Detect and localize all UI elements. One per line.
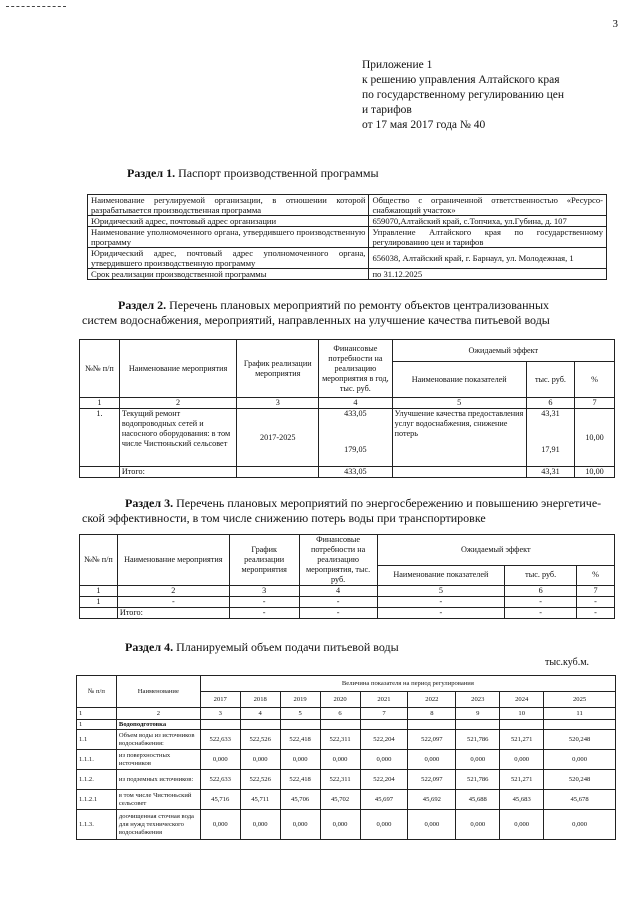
passport-value: Общество с ограниченной ответственностью «Ресурсо-снабжающий участок»: [369, 195, 607, 216]
col-number: 2: [116, 708, 200, 720]
value-cell: 45,706: [280, 790, 320, 810]
row-num: 1: [80, 597, 118, 608]
measure-name: Текущий ремонт водопроводных сетей и насосного оборудования: в том числе Чистюньский сельсовет: [119, 409, 236, 467]
col-number: 7: [577, 586, 615, 597]
year-header: 2018: [240, 692, 280, 708]
col-header-finance: Финансовые потребности на реализацию мероприятия в год, тыс. руб.: [319, 340, 392, 398]
passport-label: Наименование регулируемой организации, в отношении которой разрабатывается производственная программа: [88, 195, 369, 216]
value-cell: 522,311: [320, 730, 360, 750]
row-num: 1.1.3.: [77, 810, 117, 840]
col-number: 1: [80, 586, 118, 597]
value-cell: 522,418: [280, 730, 320, 750]
row-num: 1: [77, 720, 117, 730]
section3-title-text: Перечень плановых мероприятий по энергосбережению и повышению энергетиче-: [173, 496, 602, 510]
value-cell: 522,526: [240, 770, 280, 790]
year-header: 2019: [280, 692, 320, 708]
table-row: [88, 248, 607, 269]
row-num: 1.1.1.: [77, 750, 117, 770]
section1-title: [127, 166, 379, 181]
value-cell: 0,000: [408, 810, 456, 840]
col-number: 3: [229, 586, 299, 597]
col-number: 1: [80, 398, 120, 409]
value-cell: 522,204: [360, 730, 408, 750]
table-row: [77, 730, 616, 750]
cell-dash: -: [505, 597, 577, 608]
passport-value: по 31.12.2025: [369, 269, 607, 280]
cell-dash: -: [505, 608, 577, 619]
value-cell: 45,683: [500, 790, 544, 810]
value-cell: 0,000: [320, 810, 360, 840]
value-cell: 45,711: [240, 790, 280, 810]
col-number: 6: [505, 586, 577, 597]
cell-dash: -: [117, 597, 229, 608]
column-number-row: [77, 708, 616, 720]
appendix-line: от 17 мая 2017 года № 40: [362, 119, 486, 131]
value-cell: 522,633: [200, 770, 240, 790]
row-name: доочищенная сточная вода для нужд технического водоснабжения: [116, 810, 200, 840]
col-number: 4: [240, 708, 280, 720]
table-row: [77, 790, 616, 810]
cell-dash: -: [377, 608, 505, 619]
value-cell: 521,271: [500, 770, 544, 790]
table-row: [88, 195, 607, 216]
col-number: 6: [526, 398, 574, 409]
table-row: [80, 597, 615, 608]
col-header-num: №№ п/п: [80, 340, 120, 398]
section3-title: [125, 496, 601, 511]
value-cell: 45,688: [456, 790, 500, 810]
table-row: [88, 216, 607, 227]
appendix-line: и тарифов: [362, 104, 412, 116]
col-number: 5: [392, 398, 526, 409]
col-number: 5: [280, 708, 320, 720]
section4-title-text: Планируемый объем подачи питьевой воды: [173, 640, 399, 654]
value-cell: 0,000: [360, 810, 408, 840]
col-header-effect: Ожидаемый эффект: [392, 340, 614, 362]
section3-title-line2: ской эффективности, в том числе снижению потерь воды при транспортировке: [82, 511, 486, 525]
section1-title-text: Паспорт производственной программы: [175, 166, 379, 180]
row-name: в том числе Чистюньский сельсовет: [116, 790, 200, 810]
col-number: 5: [377, 586, 505, 597]
cell-dash: -: [229, 597, 299, 608]
value-cell: 0,000: [500, 810, 544, 840]
value-cell: 0,000: [240, 810, 280, 840]
value-cell: 0,000: [280, 750, 320, 770]
col-header-pct: %: [575, 362, 615, 398]
appendix-line: Приложение 1: [362, 59, 433, 71]
value-cell: 521,786: [456, 730, 500, 750]
passport-value: Управление Алтайского края по государственному регулированию цен и тарифов: [369, 227, 607, 248]
measure-schedule: 2017-2025: [237, 409, 319, 467]
year-header: 2023: [456, 692, 500, 708]
cell-dash: -: [229, 608, 299, 619]
value-cell: 0,000: [240, 750, 280, 770]
rub-total: 43,31: [541, 409, 560, 418]
table-row: [80, 409, 615, 467]
value-cell: 0,000: [360, 750, 408, 770]
col-number: 6: [320, 708, 360, 720]
column-number-row: [80, 398, 615, 409]
value-cell: 0,000: [456, 810, 500, 840]
col-number: 3: [200, 708, 240, 720]
col-header-rub: тыс. руб.: [526, 362, 574, 398]
cell-dash: -: [377, 597, 505, 608]
scan-edge-mark: [6, 6, 66, 7]
appendix-header: [362, 58, 624, 133]
value-cell: 522,311: [320, 770, 360, 790]
year-header: 2024: [500, 692, 544, 708]
year-header: 2020: [320, 692, 360, 708]
col-header-finance: Финансовые потребности на реализацию мероприятия, тыс. руб.: [299, 535, 377, 586]
measure-finance: [319, 409, 392, 467]
effect-pct: 10,00: [575, 409, 615, 467]
section2-title-line2: систем водоснабжения, мероприятий, направленных на улучшение качества питьевой воды: [82, 313, 550, 327]
col-number: 9: [456, 708, 500, 720]
value-cell: 522,418: [280, 770, 320, 790]
cell-dash: -: [577, 608, 615, 619]
col-header-name: Наименование мероприятия: [117, 535, 229, 586]
year-header: 2022: [408, 692, 456, 708]
col-header-name: Наименование: [116, 676, 200, 708]
value-cell: 45,697: [360, 790, 408, 810]
table-row: [88, 269, 607, 280]
section2-title-text: Перечень плановых мероприятий по ремонту объектов централизованных: [166, 298, 550, 312]
row-name: Объем воды из источников водоснабжения:: [116, 730, 200, 750]
cell-dash: -: [577, 597, 615, 608]
value-cell: 522,204: [360, 770, 408, 790]
page-number: 3: [612, 18, 618, 30]
passport-label: Наименование уполномоченного органа, утвердившего производственную программу: [88, 227, 369, 248]
section3-title-bold: Раздел 3.: [125, 496, 174, 510]
value-cell: 0,000: [544, 810, 616, 840]
value-cell: 522,633: [200, 730, 240, 750]
row-name: Водоподготовка: [116, 720, 200, 730]
value-cell: 0,000: [544, 750, 616, 770]
value-cell: 0,000: [408, 750, 456, 770]
col-number: 3: [237, 398, 319, 409]
value-cell: 45,716: [200, 790, 240, 810]
col-number: 11: [544, 708, 616, 720]
repair-measures-table: [79, 339, 615, 478]
value-cell: 45,702: [320, 790, 360, 810]
value-cell: 521,271: [500, 730, 544, 750]
row-name: из подземных источников:: [116, 770, 200, 790]
section1-title-bold: Раздел 1.: [127, 166, 176, 180]
finance-total: 433,05: [344, 409, 367, 418]
effect-rub: [526, 409, 574, 467]
value-cell: 522,526: [240, 730, 280, 750]
passport-label: Срок реализации производственной программы: [88, 269, 369, 280]
value-cell: 0,000: [456, 750, 500, 770]
table-header-row: [77, 676, 616, 692]
col-header-period: Величина показателя на период регулирования: [200, 676, 615, 692]
col-header-pct: %: [577, 565, 615, 585]
total-row: [80, 608, 615, 619]
value-cell: 45,678: [544, 790, 616, 810]
passport-table: [87, 194, 607, 280]
col-header-indicator: Наименование показателей: [377, 565, 505, 585]
col-number: 4: [299, 586, 377, 597]
passport-value: 659070,Алтайский край, с.Топчиха, ул.Губина, д. 107: [369, 216, 607, 227]
value-cell: 0,000: [280, 810, 320, 840]
energy-measures-table: [79, 534, 615, 619]
value-cell: 522,097: [408, 730, 456, 750]
col-number: 1: [77, 708, 117, 720]
col-number: 4: [319, 398, 392, 409]
total-finance: 433,05: [319, 467, 392, 478]
value-cell: 521,786: [456, 770, 500, 790]
col-header-num: №№ п/п: [80, 535, 118, 586]
col-number: 7: [360, 708, 408, 720]
value-cell: 520,248: [544, 770, 616, 790]
table-row: [77, 720, 616, 730]
col-header-rub: тыс. руб.: [505, 565, 577, 585]
value-cell: 522,097: [408, 770, 456, 790]
col-number: 7: [575, 398, 615, 409]
passport-label: Юридический адрес, почтовый адрес организации: [88, 216, 369, 227]
section4-title: [125, 640, 399, 655]
col-header-effect: Ожидаемый эффект: [377, 535, 614, 566]
row-num: 1.1.2.1: [77, 790, 117, 810]
value-cell: 45,692: [408, 790, 456, 810]
row-num: 1.1: [77, 730, 117, 750]
col-number: 8: [408, 708, 456, 720]
row-name: из поверхностных источников: [116, 750, 200, 770]
table-row: [77, 750, 616, 770]
water-volume-table: [76, 675, 616, 840]
section4-title-bold: Раздел 4.: [125, 640, 174, 654]
col-header-num: № п/п: [77, 676, 117, 708]
appendix-line: по государственному регулированию цен: [362, 89, 565, 101]
year-header: 2021: [360, 692, 408, 708]
col-header-schedule: График реализации мероприятия: [229, 535, 299, 586]
total-pct: 10,00: [575, 467, 615, 478]
value-cell: 0,000: [320, 750, 360, 770]
value-cell: 0,000: [200, 750, 240, 770]
year-header: 2017: [200, 692, 240, 708]
table-row: [77, 770, 616, 790]
table-row: [88, 227, 607, 248]
value-cell: 0,000: [200, 810, 240, 840]
table-header-row: [80, 535, 615, 566]
table-row: [77, 810, 616, 840]
value-cell: 0,000: [500, 750, 544, 770]
appendix-line: к решению управления Алтайского края: [362, 74, 560, 86]
total-label: Итого:: [119, 467, 236, 478]
column-number-row: [80, 586, 615, 597]
value-cell: 520,248: [544, 730, 616, 750]
section2-title-bold: Раздел 2.: [118, 298, 167, 312]
table-header-row: [80, 340, 615, 362]
col-number: 2: [119, 398, 236, 409]
cell-dash: -: [299, 597, 377, 608]
passport-label: Юридический адрес, почтовый адрес уполномоченного органа, утвердившего производственную программу: [88, 248, 369, 269]
total-rub: 43,31: [526, 467, 574, 478]
col-header-schedule: График реализации мероприятия: [237, 340, 319, 398]
cell-dash: -: [299, 608, 377, 619]
col-header-name: Наименование мероприятия: [119, 340, 236, 398]
rub-sub: 17,91: [541, 445, 560, 454]
total-row: [80, 467, 615, 478]
section2-title: [118, 298, 549, 313]
col-number: 2: [117, 586, 229, 597]
passport-value: 656038, Алтайский край, г. Барнаул, ул. Молодежная, 1: [369, 248, 607, 269]
row-num: 1.: [80, 409, 120, 467]
col-header-indicator: Наименование показателей: [392, 362, 526, 398]
total-label: Итого:: [117, 608, 229, 619]
finance-sub: 179,05: [344, 445, 367, 454]
col-number: 10: [500, 708, 544, 720]
unit-label: тыс.куб.м.: [545, 657, 590, 668]
effect-indicator: Улучшение качества предоставления услуг водоснабжения, снижение потерь: [392, 409, 526, 467]
row-num: 1.1.2.: [77, 770, 117, 790]
year-header: 2025: [544, 692, 616, 708]
